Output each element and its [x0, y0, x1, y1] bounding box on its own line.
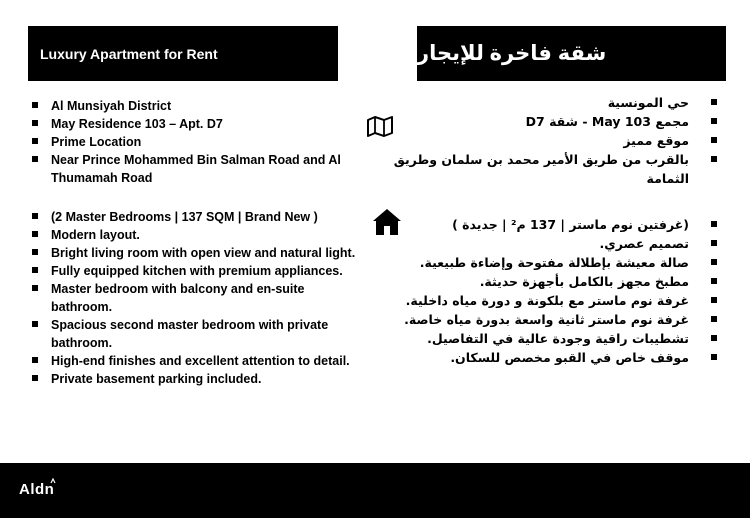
- list-item: Al Munsiyah District: [32, 97, 362, 115]
- english-location-list: [32, 97, 362, 187]
- list-item: Near Prince Mohammed Bin Salman Road and Al Thumamah Road: [32, 151, 362, 187]
- list-item: (غرفتين نوم ماستر | 137 م² | جديدة ): [392, 215, 717, 234]
- list-item: تصميم عصري.: [392, 234, 717, 253]
- list-item: Master bedroom with balcony and en-suite bathroom.: [32, 280, 362, 316]
- brand-logo: Aldn: [19, 481, 55, 498]
- logo-mark-icon: [50, 478, 56, 484]
- list-item: Fully equipped kitchen with premium appliances.: [32, 262, 362, 280]
- english-title-bar: [28, 26, 338, 81]
- arabic-title: شقة فاخرة للإيجار: [417, 42, 607, 65]
- english-features-list: [32, 208, 362, 388]
- list-item: موقع مميز: [392, 131, 717, 150]
- list-item: موقف خاص في القبو مخصص للسكان.: [392, 348, 717, 367]
- list-item: مطبخ مجهز بالكامل بأجهزة حديثة.: [392, 272, 717, 291]
- list-item: Private basement parking included.: [32, 370, 362, 388]
- arabic-features-list: [392, 215, 717, 367]
- footer-bar: [0, 463, 750, 518]
- list-item: صالة معيشة بإطلالة مفتوحة وإضاءة طبيعية.: [392, 253, 717, 272]
- list-item: بالقرب من طريق الأمير محمد بن سلمان وطريق الثمامة: [392, 150, 717, 188]
- list-item: Prime Location: [32, 133, 362, 151]
- list-item: Bright living room with open view and natural light.: [32, 244, 362, 262]
- list-item: Spacious second master bedroom with private bathroom.: [32, 316, 362, 352]
- list-item: غرفة نوم ماستر مع بلكونة و دورة مياه داخلية.: [392, 291, 717, 310]
- list-item: مجمع May 103 - شقة D7: [392, 112, 717, 131]
- arabic-location-list: [392, 93, 717, 188]
- list-item: May Residence 103 – Apt. D7: [32, 115, 362, 133]
- list-item: (2 Master Bedrooms | 137 SQM | Brand New ): [32, 208, 362, 226]
- map-icon: [366, 115, 394, 137]
- list-item: غرفة نوم ماستر ثانية واسعة بدورة مياه خاصة.: [392, 310, 717, 329]
- list-item: Modern layout.: [32, 226, 362, 244]
- list-item: تشطيبات راقية وجودة عالية في التفاصيل.: [392, 329, 717, 348]
- list-item: High-end finishes and excellent attention to detail.: [32, 352, 362, 370]
- english-title: Luxury Apartment for Rent: [40, 45, 218, 62]
- list-item: حي المونسية: [392, 93, 717, 112]
- arabic-title-bar: [417, 26, 726, 81]
